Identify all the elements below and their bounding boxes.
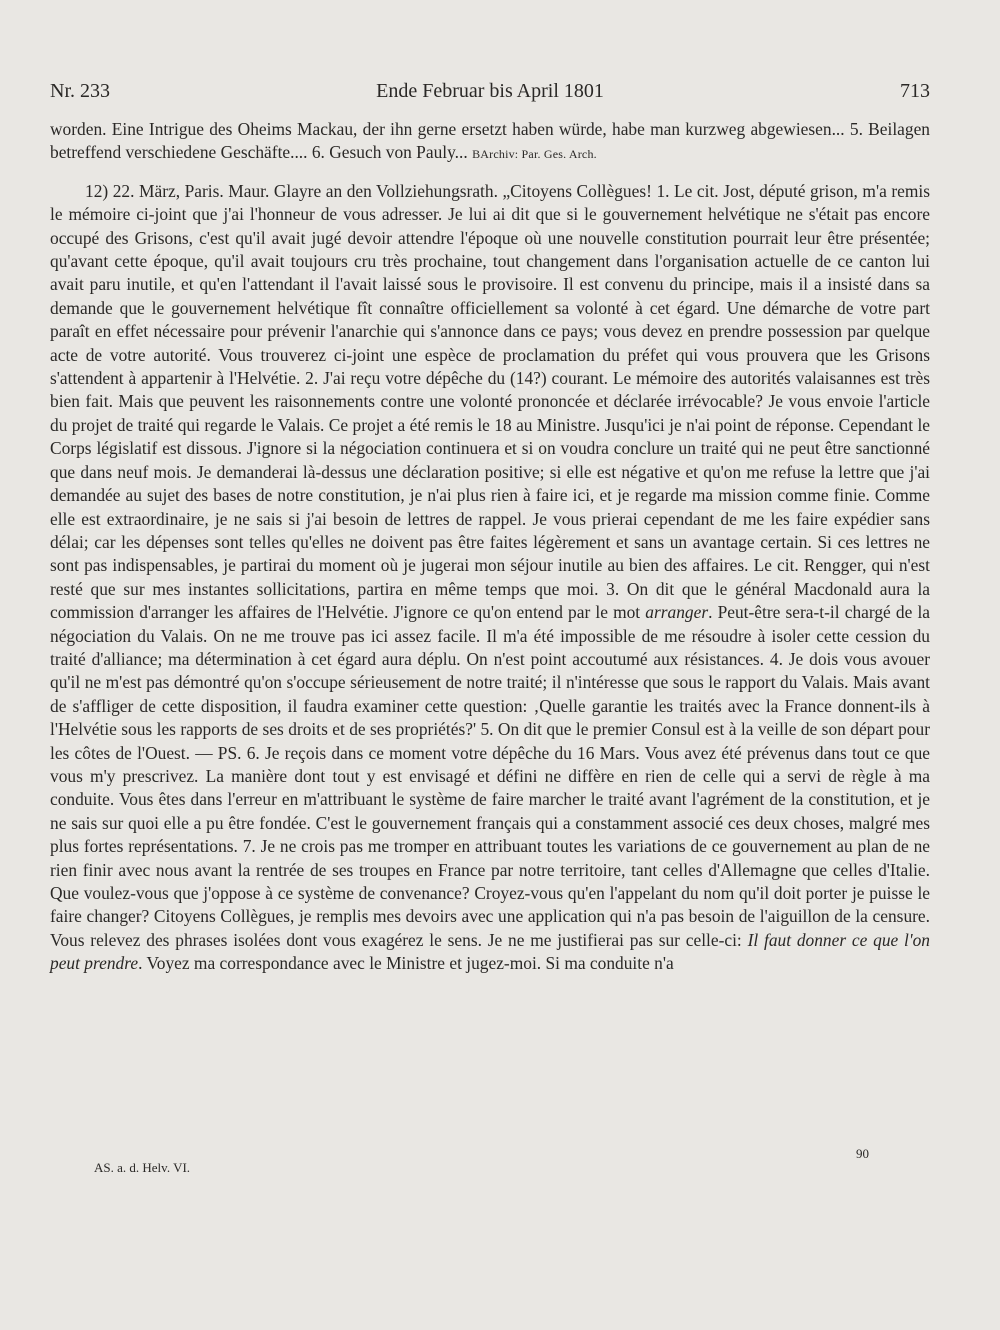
page-footer	[50, 1146, 930, 1190]
page-header	[50, 80, 930, 110]
italic-quote: Il faut donner ce que l'on peut prendre	[50, 929, 930, 974]
sheet-number: 90	[856, 1146, 869, 1161]
paragraph-continuation	[50, 118, 930, 167]
page-number: 713	[900, 80, 930, 102]
italic-word-arranger: arranger	[645, 602, 709, 623]
letter-text-part2: . Peut-être sera-t-il chargé de la négociation du Valais. On ne me trouve pas ici assez facile. Il m'a été impossible de me résoudre à isoler cette cession du traité d'alliance; ma détermination à cet égard aura déplu. On n'est point accoutumé aux résistances. 4. Je dois vous avouer qu'il ne m'est pas démontré qu'on s'occupe sérieusement de notre traité; il n'intéresse que sous le rapport du Valais. Mais avant de s'affliger de cette disposition, il faudra examiner cette question: ‚Quelle garantie les traités avec la France donnent-ils à l'Helvétie sous les rapports de ses droits et de ses propriétés?' 5. On dit que le premier Consul est à la veille de son départ pour les côtes de l'Ouest. — PS. 6. Je reçois dans ce moment votre dépêche du 16 Mars. Vous avez été prévenus dans tout ce que vous m'y prescrivez. La manière dont tout y est envisagé et défini ne diffère en rien de celle qui a servi de règle à ma conduite. Vous êtes dans l'erreur en m'attribuant le système de faire marcher le traité avant l'agrément de la constitution, et je ne sais sur quoi elle a pu être fondée. C'est le gouvernement français qui a constamment associé ces deux choses, malgré mes plus fortes représentations. 7. Je ne crois pas me tromper en attribuant toutes les variations de ce gouvernement au plan de ne rien finir avec nous avant la rentrée de ses troupes en France par notre territoire, tant celles d'Allemagne que celles d'Italie. Que voulez-vous que j'oppose à ce système de convenance? Croyez-vous qu'en l'appelant du nom qu'il doit porter je puisse le faire changer? Citoyens Collègues, je remplis mes devoirs avec une application qui n'a pas besoin de l'aiguillon de la censure. Vous relevez des phrases isolées dont vous exagérez le sens. Je ne me justifierai pas sur celle-ci:	[50, 602, 931, 950]
letter-text-part3: . Voyez ma correspondance avec le Ministre et jugez-moi. Si ma conduite n'a	[138, 953, 674, 974]
document-number: Nr. 233	[50, 80, 110, 102]
body-text	[50, 118, 930, 976]
letter-text-part1: 12) 22. März, Paris. Maur. Glayre an den Vollziehungsrath. „Citoyens Collègues! 1. Le cit. Jost, député grison, m'a remis le mémoire ci-joint que j'ai l'honneur de vous adresser. Je lui ai dit que si le gouvernement helvétique ne s'était pas encore occupé des Grisons, c'est qu'il avait jugé devoir attendre l'époque où une nouvelle constitution pourrait leur être présentée; qu'avant cette époque, qu'il avait toujours cru très prochaine, tout changement dans l'organisation actuelle de ce canton lui avait paru inutile, et qu'en l'attendant il l'avait laissé sous le provisoire. Il est convenu du principe, mais il a insisté dans sa demande que le gouvernement helvétique fît connaître officiellement sa volonté à cet égard. Une démarche de votre part paraît en effet nécessaire pour prévenir l'anarchie qui s'annonce dans ce pays; vous devez en prendre possession par quelque acte de votre autorité. Vous trouverez ci-joint une espèce de proclamation du préfet qui vous prouvera que les Grisons s'attendent à appartenir à l'Helvétie. 2. J'ai reçu votre dépêche du (14?) courant. Le mémoire des autorités valaisannes est très bien fait. Mais que peuvent les raisonnements contre une volonté prononcée et déclarée irrévocable? Je vous envoie l'article du projet de traité qui regarde le Valais. Ce projet a été remis le 18 au Ministre. Jusqu'ici je n'ai point de réponse. Cependant le Corps législatif est dissous. J'ignore si la négociation continuera et si on voudra conclure un traité qui ne peut être sanctionné que dans neuf mois. Je demanderai là-dessus une déclaration positive; si elle est négative et qu'on me refuse la lettre que j'ai demandée au sujet des bases de notre constitution, je n'ai plus rien à faire ici, et je regarde ma mission comme finie. Comme elle est extraordinaire, je ne sais si j'ai besoin de lettres de rappel. Je vous prierai cependant de me les faire expédier sans délai; car les dépenses sont telles qu'elles ne doivent pas être faites légèrement et sans un avantage certain. Si ces lettres ne sont pas indispensables, je partirai du moment où je jugerai mon séjour inutile au bien des affaires. Le cit. Rengger, qui n'est resté que sur mes instantes sollicitations, partira en même temps que moi. 3. On dit que le général Macdonald aura la commission d'arranger les affaires de l'Helvétie. J'ignore ce qu'on entend par le mot	[50, 180, 930, 623]
paragraph-continuation-text: worden. Eine Intrigue des Oheims Mackau, der ihn gerne ersetzt haben würde, habe man kurzweg abgewiesen... 5. Beilagen betreffend verschiedene Geschäfte.... 6. Gesuch von Pauly...	[50, 119, 930, 163]
signature-mark: AS. a. d. Helv. VI.	[94, 1160, 191, 1175]
running-title: Ende Februar bis April 1801	[376, 80, 604, 102]
archive-source: BArchiv: Par. Ges. Arch.	[472, 147, 597, 162]
letter-paragraph	[50, 180, 930, 976]
